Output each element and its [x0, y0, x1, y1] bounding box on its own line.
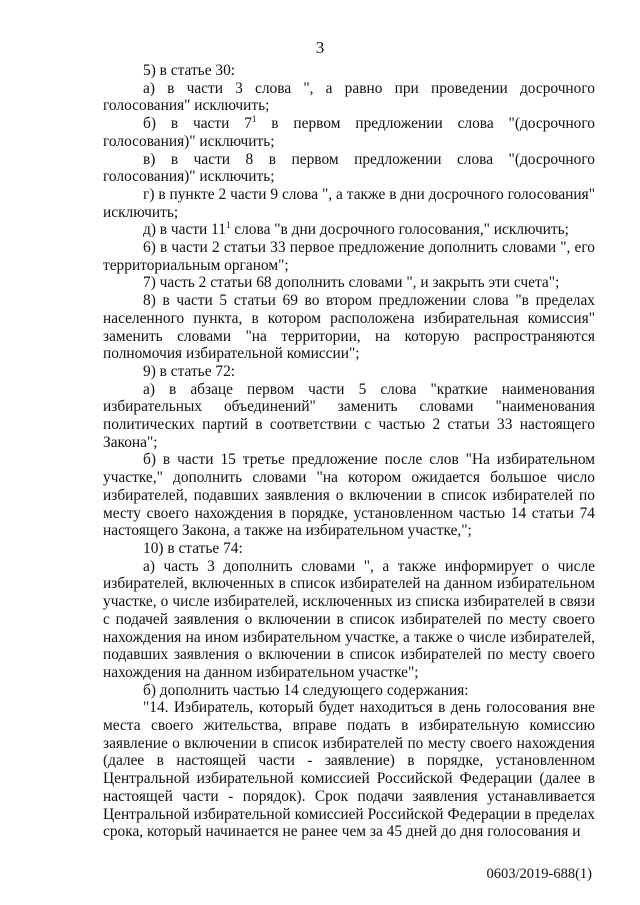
paragraph-9a: а) в абзаце первом части 5 слова "краткие наименования избирательных объединений" заменить словами "наименования политических партий в соответствии с частью 2 статьи 33 настоящего Закона"; — [103, 380, 595, 451]
paragraph-9: 9) в статье 72: — [143, 362, 236, 380]
paragraph-5a: а) в части 3 слова ", а равно при проведении досрочного голосования" исключить; — [103, 79, 595, 115]
page-number: 3 — [315, 38, 325, 57]
paragraph-10b: б) дополнить частью 14 следующего содержания: — [143, 681, 469, 699]
paragraph-5b-start: б) в части 7 — [143, 115, 252, 133]
paragraph-5: 5) в статье 30: — [143, 62, 236, 79]
paragraph-part-14: "14. Избиратель, который будет находиться в день голосования вне места своего жительства, вправе подать в избирательную комиссию заявление о включении в список избирателей по месту своего нахождения (далее в настоящей части - заявление) в порядке, установленном Центральной избирательной комиссией Российской Федерации (далее в настоящей части - порядок). Срок подачи заявления устанавливается Центральной избирательной комиссией Российской Федерации в пределах срока, который начинается не ранее чем за 45 дней до дня голосования и — [103, 699, 595, 841]
superscript-index: 1 — [251, 114, 257, 125]
paragraph-5v: в) в части 8 в первом предложении слова "(досрочного голосования)" исключить; — [103, 150, 595, 186]
paragraph-5g: г) в пункте 2 части 9 слова ", а также в дни досрочного голосования" исключить; — [103, 185, 595, 221]
paragraph-5b-end: в первом предложении слова "(досрочного голосования)" исключить; — [103, 115, 595, 150]
superscript-index: 1 — [225, 220, 231, 231]
paragraph-5d-end: слова "в дни досрочного голосования," исключить; — [230, 221, 569, 239]
paragraph-5d — [103, 221, 595, 239]
paragraph-10a: а) часть 3 дополнить словами ", а также информирует о числе избирателей, включенных в список избирателей на данном избирательном участке, о числе избирателей, исключенных из списка избирателей в связи с подачей заявления о включении в список избирателей по месту своего нахождения на ином избирательном участке, а также о числе избирателей, подавших заявления о включении в список избирателей по месту своего нахождения на данном избирательном участке"; — [103, 557, 595, 681]
paragraph-5b — [103, 115, 595, 150]
paragraph-7: 7) часть 2 статьи 68 дополнить словами ", и закрыть эти счета"; — [143, 274, 560, 292]
paragraph-9b: б) в части 15 третье предложение после слов "На избирательном участке," дополнить словами "на котором ожидается большое число избирателей, подавших заявления о включении в список избирателей по месту своего нахождения в порядке, установленном частью 14 статьи 74 настоящего Закона, а также на избирательном участке,"; — [103, 451, 595, 540]
document-body — [103, 62, 595, 841]
paragraph-8: 8) в части 5 статьи 69 во втором предложении слова "в пределах населенного пункта, в котором расположена избирательная комиссия" заменить словами "на территории, на которую распространяются полномочия избирательной комиссии"; — [103, 292, 595, 363]
paragraph-6: 6) в части 2 статьи 33 первое предложение дополнить словами ", его территориальным органом"; — [103, 239, 595, 274]
paragraph-10: 10) в статье 74: — [143, 539, 243, 557]
paragraph-5d-start: д) в части 11 — [143, 221, 226, 239]
document-code: 0603/2019-688(1) — [486, 866, 592, 882]
